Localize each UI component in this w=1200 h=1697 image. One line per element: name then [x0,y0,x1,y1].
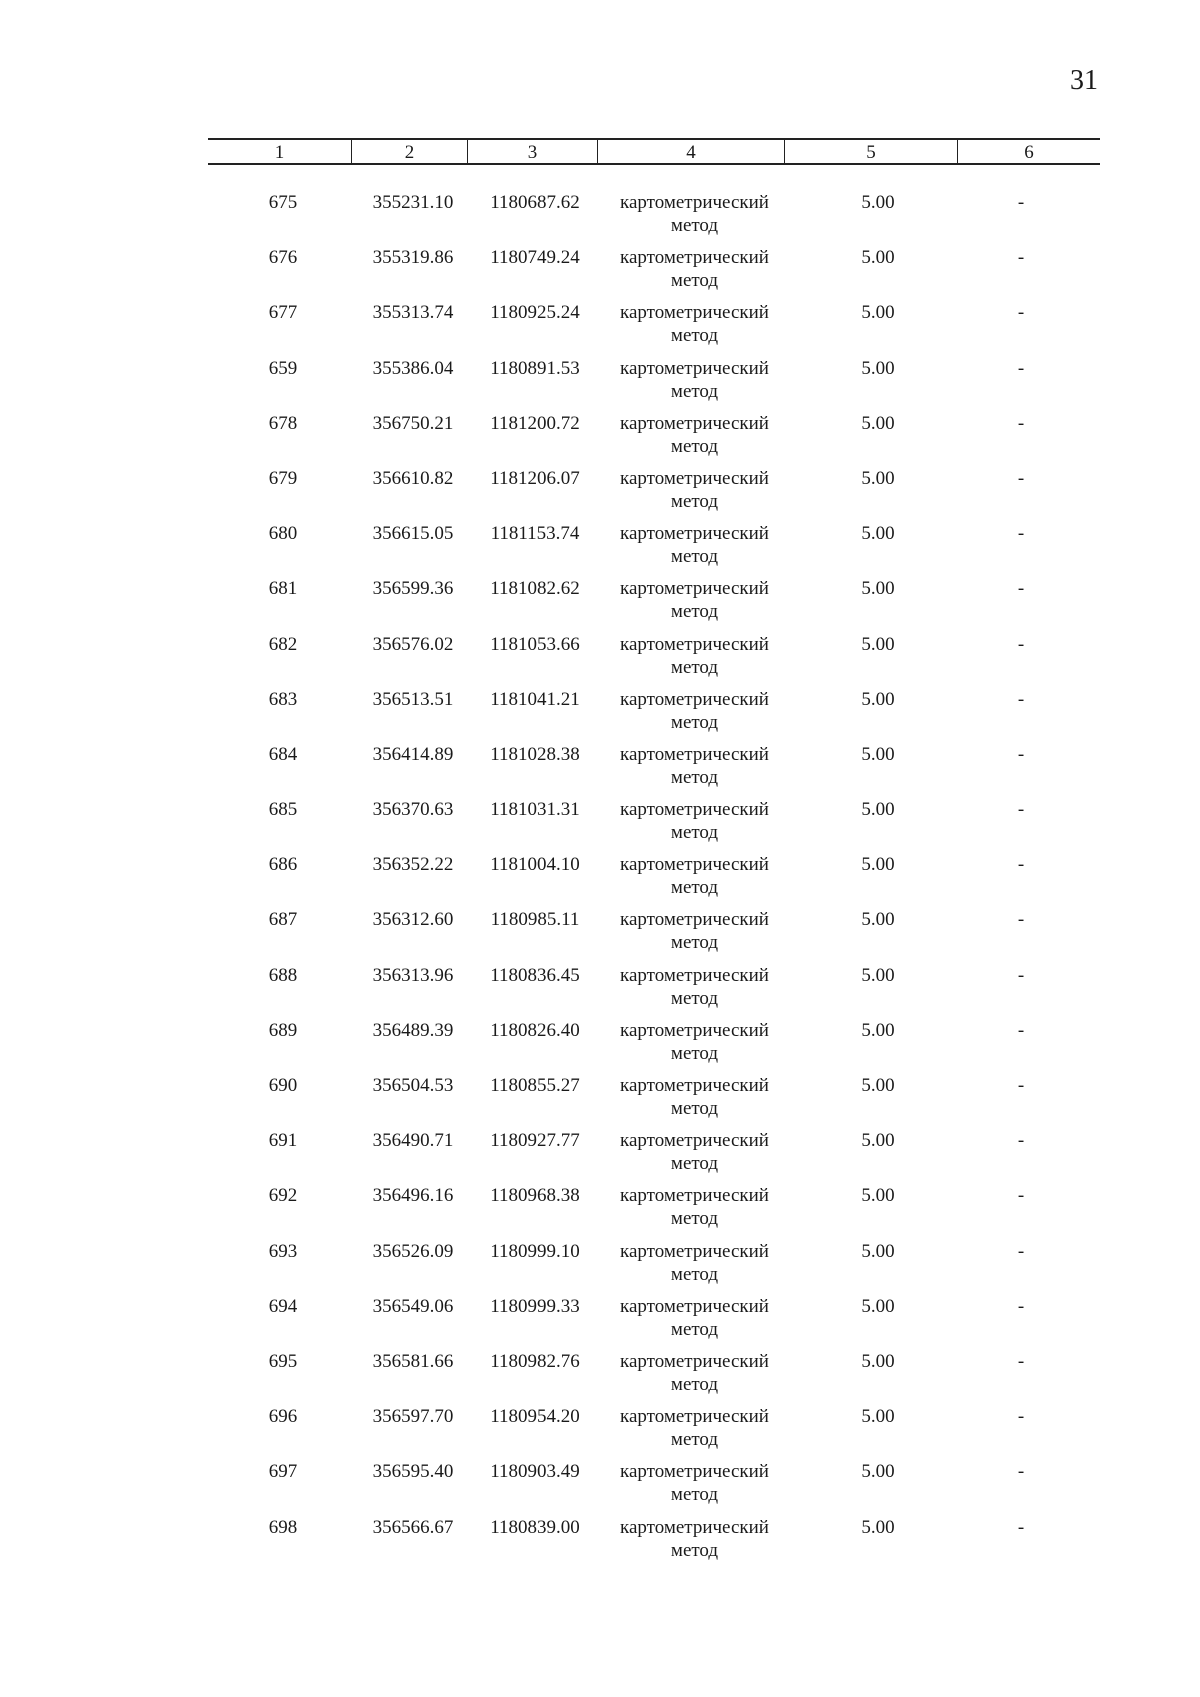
table-row [208,908,1100,963]
coordinate-y: 1180925.24 [490,302,580,324]
coordinate-x: 356513.51 [372,688,454,710]
description-value: - [1017,1240,1025,1262]
table-row [208,743,1100,798]
method-label: картометрический метод [620,1185,769,1230]
method-label: картометрический метод [620,854,769,899]
accuracy-value: 5.00 [861,1406,895,1428]
coordinate-x: 356595.40 [372,1461,454,1483]
point-number: 676 [268,247,298,269]
description-value: - [1017,302,1025,324]
accuracy-value: 5.00 [861,1185,895,1207]
description-value: - [1017,1461,1025,1483]
coordinate-x: 356750.21 [372,412,454,434]
table-row [208,1405,1100,1460]
description-value: - [1017,247,1025,269]
coordinate-x: 355313.74 [372,302,454,324]
header-col-5: 5 [784,140,957,163]
method-label: картометрический метод [620,1516,769,1561]
table-row [208,688,1100,743]
accuracy-value: 5.00 [861,357,895,379]
description-value: - [1017,467,1025,489]
method-label: картометрический метод [620,1295,769,1340]
coordinate-y: 1180826.40 [490,1019,580,1041]
coordinate-x: 356370.63 [372,799,454,821]
method-label: картометрический метод [620,688,769,733]
description-value: - [1017,412,1025,434]
point-number: 683 [268,688,298,710]
coordinate-x: 356615.05 [372,523,454,545]
accuracy-value: 5.00 [861,578,895,600]
table-row [208,246,1100,301]
coordinate-x: 356489.39 [372,1019,454,1041]
coordinate-y: 1180903.49 [490,1461,580,1483]
method-label: картометрический метод [620,1350,769,1395]
method-label: картометрический метод [620,1130,769,1175]
coordinate-y: 1181153.74 [490,523,580,545]
coordinate-y: 1180985.11 [490,909,580,931]
point-number: 659 [268,357,298,379]
coordinate-y: 1180927.77 [490,1130,580,1152]
table-row [208,1240,1100,1295]
accuracy-value: 5.00 [861,1350,895,1372]
table-row [208,522,1100,577]
description-value: - [1017,523,1025,545]
table-row [208,191,1100,246]
point-number: 694 [268,1295,298,1317]
coordinate-x: 356312.60 [372,909,454,931]
description-value: - [1017,964,1025,986]
accuracy-value: 5.00 [861,1130,895,1152]
coordinate-x: 356597.70 [372,1406,454,1428]
coordinate-x: 356496.16 [372,1185,454,1207]
point-number: 698 [268,1516,298,1538]
point-number: 679 [268,467,298,489]
table-row [208,467,1100,522]
point-number: 695 [268,1350,298,1372]
description-value: - [1017,1406,1025,1428]
description-value: - [1017,578,1025,600]
point-number: 677 [268,302,298,324]
coordinate-y: 1180687.62 [490,192,580,213]
accuracy-value: 5.00 [861,192,895,213]
table-row [208,964,1100,1019]
table-row [208,1184,1100,1239]
method-label: картометрический метод [620,1240,769,1285]
point-number: 690 [268,1075,298,1096]
table-row [208,1019,1100,1074]
point-number: 678 [268,412,298,434]
coordinate-x: 356414.89 [372,743,454,765]
coordinate-y: 1180836.45 [490,964,580,986]
method-label: картометрический метод [620,964,769,1009]
coordinate-y: 1180891.53 [490,357,580,379]
description-value: - [1017,909,1025,931]
table-row [208,798,1100,853]
coordinate-y: 1181028.38 [490,743,580,765]
point-number: 675 [268,192,298,213]
method-label: картометрический метод [620,1075,769,1119]
table-row [208,853,1100,908]
method-label: картометрический метод [620,1461,769,1506]
coordinate-y: 1181053.66 [490,633,580,655]
description-value: - [1017,743,1025,765]
method-label: картометрический метод [620,909,769,954]
method-label: картометрический метод [620,799,769,844]
page-number: 31 [1070,65,1098,96]
coordinate-x: 356352.22 [372,854,454,876]
header-col-2: 2 [351,140,467,163]
coordinate-x: 356313.96 [372,964,454,986]
description-value: - [1017,1019,1025,1041]
table-row [208,1350,1100,1405]
point-number: 686 [268,854,298,876]
accuracy-value: 5.00 [861,412,895,434]
table-row [208,1074,1100,1129]
coordinate-y: 1181004.10 [490,854,580,876]
coordinate-y: 1181041.21 [490,688,580,710]
coordinate-y: 1180839.00 [490,1516,580,1538]
coordinate-y: 1180855.27 [490,1075,580,1096]
point-number: 682 [268,633,298,655]
coordinate-y: 1180999.33 [490,1295,580,1317]
point-number: 687 [268,909,298,931]
method-label: картометрический метод [620,357,769,402]
coordinate-x: 355386.04 [372,357,454,379]
method-label: картометрический метод [620,1019,769,1064]
accuracy-value: 5.00 [861,964,895,986]
table-header [208,138,1100,165]
accuracy-value: 5.00 [861,688,895,710]
point-number: 688 [268,964,298,986]
table-row [208,412,1100,467]
point-number: 693 [268,1240,298,1262]
table-row [208,1129,1100,1184]
coordinate-y: 1180982.76 [490,1350,580,1372]
point-number: 681 [268,578,298,600]
method-label: картометрический метод [620,192,769,236]
coordinate-y: 1180968.38 [490,1185,580,1207]
accuracy-value: 5.00 [861,1240,895,1262]
point-number: 685 [268,799,298,821]
method-label: картометрический метод [620,467,769,512]
coordinate-y: 1180999.10 [490,1240,580,1262]
method-label: картометрический метод [620,523,769,568]
coordinate-x: 356490.71 [372,1130,454,1152]
coordinate-x: 355319.86 [372,247,454,269]
method-label: картометрический метод [620,302,769,347]
coordinate-x: 356566.67 [372,1516,454,1538]
table-row [208,577,1100,632]
coordinate-x: 356581.66 [372,1350,454,1372]
coordinate-x: 355231.10 [372,192,454,213]
point-number: 691 [268,1130,298,1152]
coordinate-y: 1181031.31 [490,799,580,821]
table-row [208,301,1100,356]
coordinate-y: 1181200.72 [490,412,580,434]
point-number: 692 [268,1185,298,1207]
method-label: картометрический метод [620,743,769,788]
header-col-3: 3 [467,140,597,163]
accuracy-value: 5.00 [861,799,895,821]
point-number: 689 [268,1019,298,1041]
table-body [208,191,1100,1571]
description-value: - [1017,1350,1025,1372]
description-value: - [1017,357,1025,379]
coordinate-y: 1180749.24 [490,247,580,269]
header-col-1: 1 [274,142,285,163]
coordinate-y: 1181206.07 [490,467,580,489]
coordinate-x: 356549.06 [372,1295,454,1317]
accuracy-value: 5.00 [861,1019,895,1041]
accuracy-value: 5.00 [861,302,895,324]
coordinate-x: 356504.53 [372,1075,454,1096]
coordinate-y: 1180954.20 [490,1406,580,1428]
method-label: картометрический метод [620,578,769,623]
accuracy-value: 5.00 [861,743,895,765]
accuracy-value: 5.00 [861,1461,895,1483]
point-number: 680 [268,523,298,545]
description-value: - [1017,854,1025,876]
header-col-6: 6 [957,140,1100,163]
description-value: - [1017,688,1025,710]
description-value: - [1017,192,1025,213]
accuracy-value: 5.00 [861,1516,895,1538]
description-value: - [1017,1185,1025,1207]
accuracy-value: 5.00 [861,633,895,655]
accuracy-value: 5.00 [861,1075,895,1096]
coordinate-x: 356576.02 [372,633,454,655]
description-value: - [1017,1516,1025,1538]
accuracy-value: 5.00 [861,1295,895,1317]
coordinate-x: 356599.36 [372,578,454,600]
table-row [208,1460,1100,1515]
coordinate-y: 1181082.62 [490,578,580,600]
coordinate-x: 356610.82 [372,467,454,489]
accuracy-value: 5.00 [861,523,895,545]
description-value: - [1017,1075,1025,1096]
method-label: картометрический метод [620,412,769,457]
table-row [208,1295,1100,1350]
point-number: 696 [268,1406,298,1428]
method-label: картометрический метод [620,633,769,678]
table-row [208,633,1100,688]
table-row [208,357,1100,412]
accuracy-value: 5.00 [861,854,895,876]
description-value: - [1017,633,1025,655]
coordinate-x: 356526.09 [372,1240,454,1262]
method-label: картометрический метод [620,247,769,292]
point-number: 684 [268,743,298,765]
header-col-4: 4 [597,140,784,163]
point-number: 697 [268,1461,298,1483]
accuracy-value: 5.00 [861,247,895,269]
table-row [208,1516,1100,1571]
description-value: - [1017,1295,1025,1317]
accuracy-value: 5.00 [861,467,895,489]
method-label: картометрический метод [620,1406,769,1451]
description-value: - [1017,1130,1025,1152]
accuracy-value: 5.00 [861,909,895,931]
description-value: - [1017,799,1025,821]
